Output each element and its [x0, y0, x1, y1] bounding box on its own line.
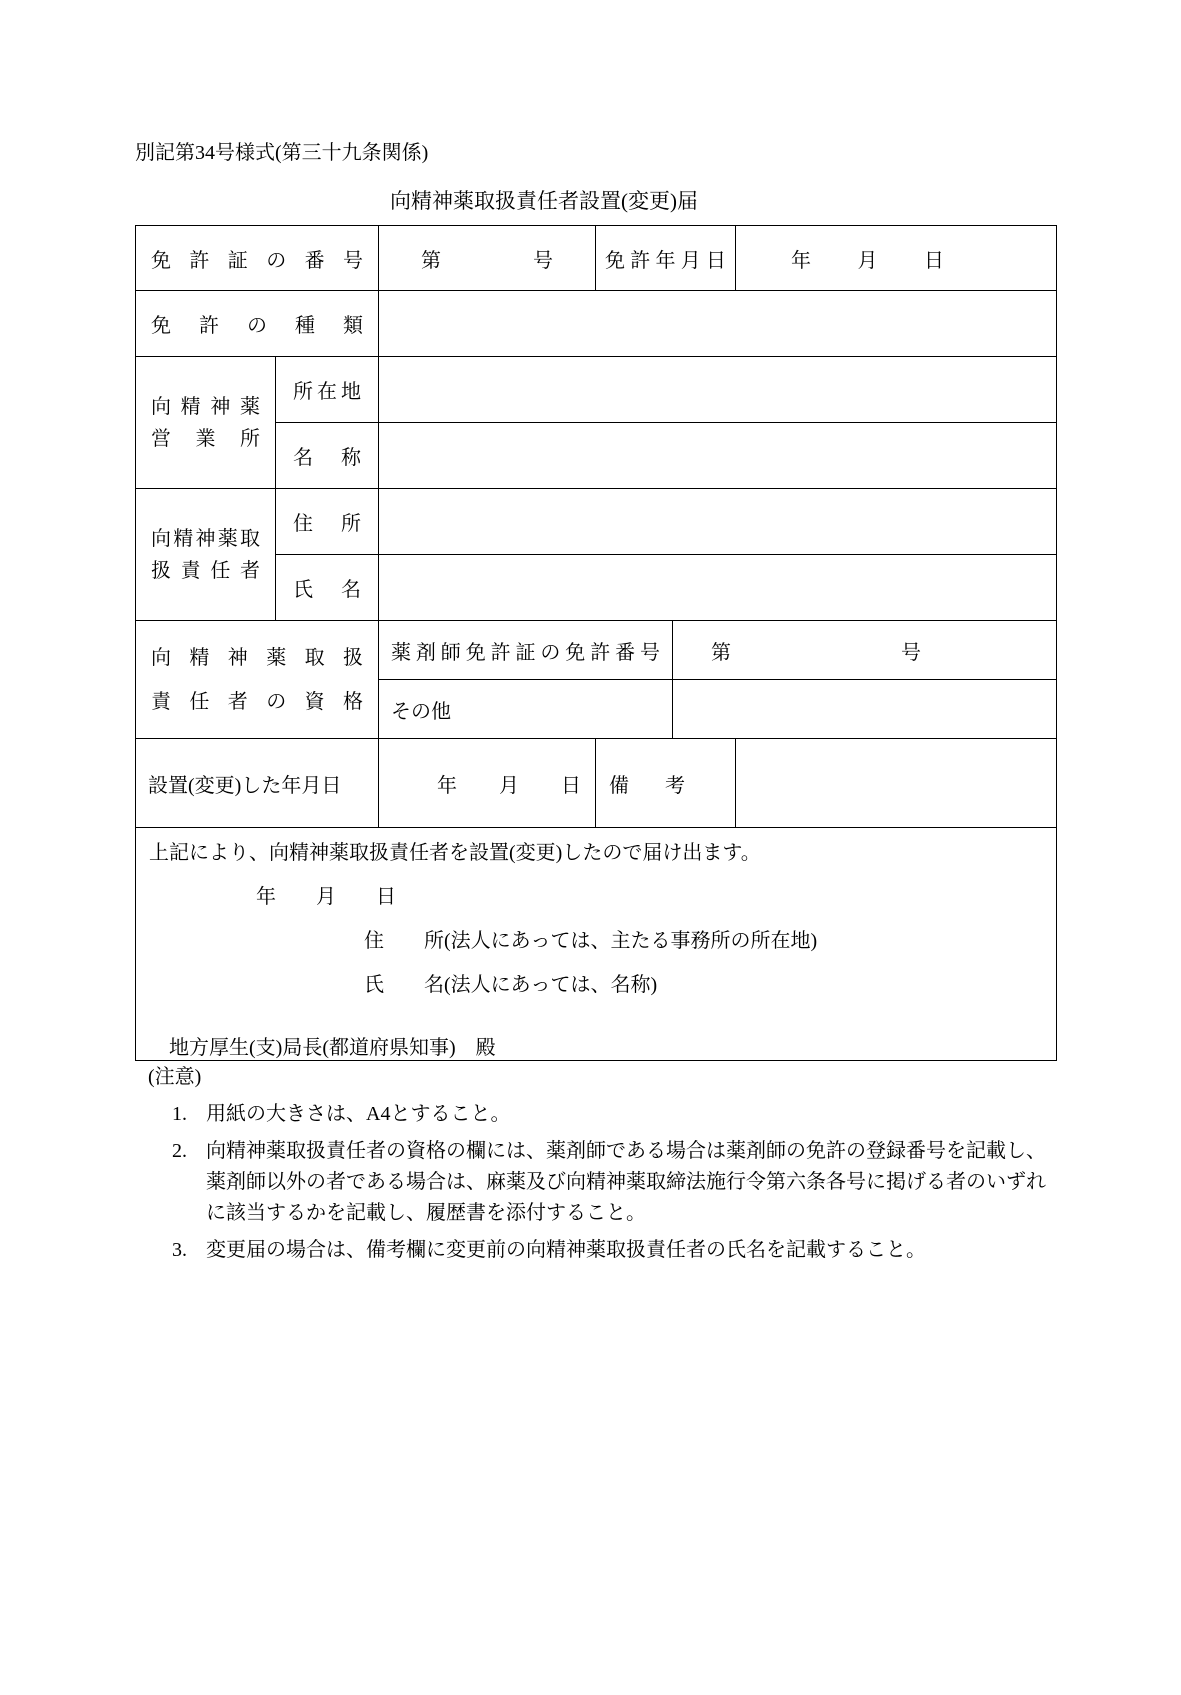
established-date-label: 設置(変更)した年月日 [136, 739, 379, 828]
qualification-other-label: その他 [379, 680, 673, 739]
handler-address-label: 住所 [276, 489, 379, 555]
note-2-text: 向精神薬取扱責任者の資格の欄には、薬剤師である場合は薬剤師の免許の登録番号を記載し、薬剤師以外の者である場合は、麻薬及び向精神薬取締法施行令第六条各号に掲げる者のいずれに該当するかを記載し、履歴書を添付すること。 [206, 1140, 1046, 1224]
handler-name-label: 氏名 [276, 555, 379, 621]
note-item-2 [172, 1136, 1050, 1229]
license-type-field [379, 291, 1057, 357]
page-title: 向精神薬取扱責任者設置(変更)届 [390, 189, 698, 213]
note-3-text: 変更届の場合は、備考欄に変更前の向精神薬取扱責任者の氏名を記載すること。 [206, 1239, 926, 1261]
office-label-line1: 向精神薬 [151, 395, 260, 418]
declaration-section [136, 828, 1057, 1061]
license-date-field [736, 226, 1057, 291]
license-number-field [379, 226, 596, 291]
handler-address-field [379, 489, 1057, 555]
note-item-1 [172, 1099, 1050, 1130]
license-date-month: 月 [857, 249, 878, 272]
qualification-other-field [673, 680, 1057, 739]
qualification-section-label [136, 621, 379, 739]
established-date-month: 月 [499, 774, 519, 797]
license-date-label: 免許年月日 [596, 226, 736, 291]
note-1-number: 1. [172, 1103, 187, 1125]
declaration-recipient-line: 地方厚生(支)局長(都道府県知事) 殿 [169, 1037, 496, 1059]
handler-section-label [136, 489, 276, 621]
established-date-field [379, 739, 596, 828]
office-address-field [379, 357, 1057, 423]
handler-name-field [379, 555, 1057, 621]
office-section-label [136, 357, 276, 489]
established-date-day: 日 [561, 774, 581, 797]
pharmacist-license-field [673, 621, 1057, 680]
qualification-label-line1: 向精神薬取扱 [151, 646, 363, 669]
pharmacist-license-suffix: 号 [901, 641, 921, 664]
notes-heading: (注意) [148, 1066, 202, 1088]
notes-section [0, 1062, 1181, 1266]
note-3-number: 3. [172, 1239, 187, 1261]
pharmacist-license-prefix: 第 [711, 641, 731, 664]
note-2-number: 2. [172, 1140, 187, 1162]
qualification-label-line2: 責任者の資格 [151, 690, 363, 713]
handler-label-line2: 扱責任者 [151, 559, 260, 582]
license-date-day: 日 [924, 249, 944, 272]
license-number-prefix: 第 [421, 249, 441, 272]
remarks-field [736, 739, 1057, 828]
handler-label-line1: 向精神薬取 [151, 527, 260, 550]
established-date-year: 年 [437, 774, 457, 797]
declaration-name-line: 氏 名(法人にあっては、名称) [364, 974, 658, 996]
license-date-year: 年 [791, 249, 811, 272]
form-table [135, 225, 1057, 1061]
license-number-label: 免許証の番号 [136, 226, 379, 291]
pharmacist-license-label: 薬剤師免許証の免許番号 [379, 621, 673, 680]
license-type-label: 免許の種類 [136, 291, 379, 357]
declaration-statement: 上記により、向精神薬取扱責任者を設置(変更)したので届け出ます。 [149, 842, 761, 864]
form-reference: 別記第34号様式(第三十九条関係) [135, 142, 429, 164]
declaration-address-line: 住 所(法人にあっては、主たる事務所の所在地) [364, 930, 818, 952]
license-number-suffix: 号 [533, 249, 553, 272]
declaration-date-line: 年 月 日 [256, 886, 396, 908]
note-1-text: 用紙の大きさは、A4とすること。 [206, 1103, 511, 1125]
office-name-field [379, 423, 1057, 489]
remarks-label: 備考 [596, 739, 736, 828]
office-name-label: 名称 [276, 423, 379, 489]
note-item-3 [172, 1235, 1050, 1266]
office-address-label: 所在地 [276, 357, 379, 423]
office-label-line2: 営業所 [151, 427, 260, 450]
